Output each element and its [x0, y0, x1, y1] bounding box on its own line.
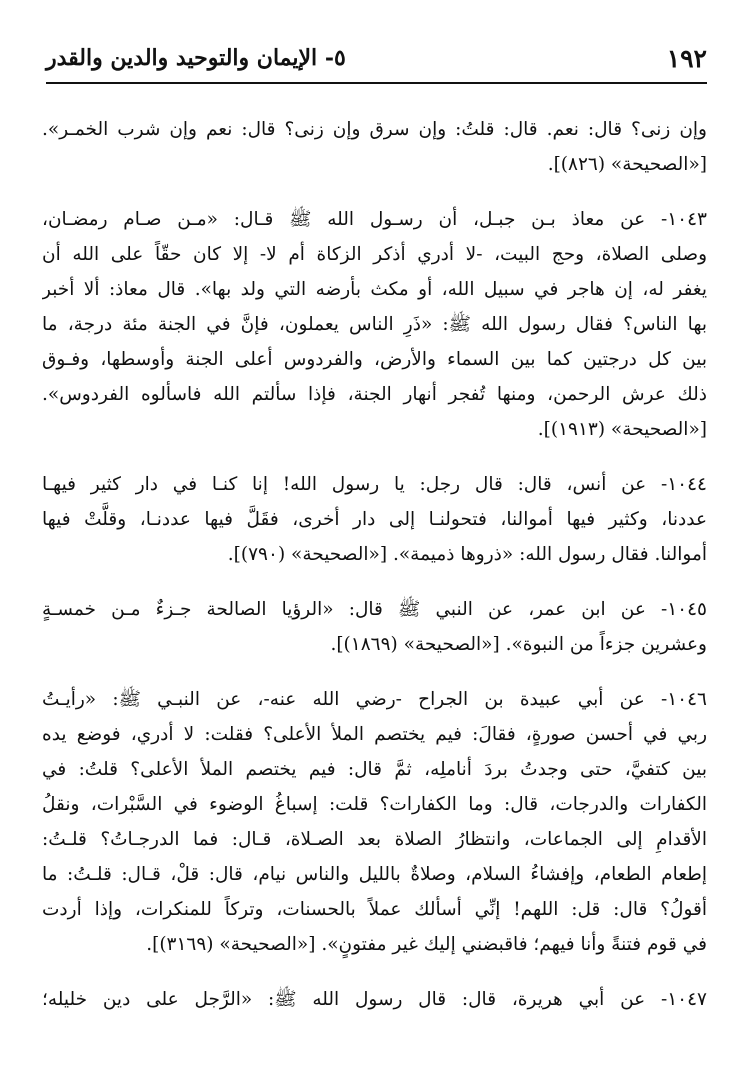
page-body: [42, 112, 707, 1037]
hadith-1045: [42, 592, 707, 662]
page-number: ١٩٢: [666, 43, 707, 73]
text-line: بها الناس؟ فقال رسول الله ﷺ: «ذَرِ الناس يعملون، فإنَّ في الجنة مئة درجة، ما: [42, 314, 707, 335]
text-line: أقولُ؟ قال: قل: اللهم! إنِّي أسألك عملاً بالحسنات، وتركاً للمنكرات، وإذا أردت: [42, 899, 707, 920]
paragraph-continuation: [42, 112, 707, 182]
hadith-1047: [42, 982, 707, 1017]
hadith-1043: [42, 202, 707, 447]
text-line: ١٠٤٤- عن أنس، قال: قال رجل: يا رسول الله! إنا كنـا في دار كثير فيهـا: [42, 474, 707, 495]
text-line: [«الصحيحة» (٨٢٦)].: [547, 154, 707, 175]
text-line: وإن زنى؟ قال: نعم. قال: قلتُ: وإن سرق وإن زنى؟ قال: نعم وإن شرب الخمـر».: [42, 119, 707, 140]
text-line: بين كل درجتين كما بين السماء والأرض، والفردوس أعلى الجنة وأوسطها، وفـوق: [42, 349, 707, 370]
page-header: [46, 34, 707, 84]
text-line: إطعام الطعام، وإفشاءُ السلام، وصلاةٌ بالليل والناس نيام، قال: قلْ، قـال: قلـتُ: ما: [42, 864, 707, 885]
text-line: الأقدامِ إلى الجماعات، وانتظارُ الصلاة بعد الصـلاة، قـال: فما الدرجـاتُ؟ قلـتُ:: [42, 829, 707, 850]
chapter-title: ٥- الإيمان والتوحيد والدين والقدر: [46, 45, 346, 71]
text-line: في قوم فتنةً وأنا فيهم؛ فاقبضني إليك غير مفتونٍ». [«الصحيحة» (٣١٦٩)].: [146, 934, 707, 955]
hadith-1046: [42, 682, 707, 962]
text-line: ذلك عرش الرحمن، ومنها تُفجر أنهار الجنة، فإذا سألتم الله فاسألوه الفردوس».: [42, 384, 707, 405]
text-line: الكفارات والدرجات، قال: وما الكفارات؟ قلت: إسباغُ الوضوء في السَّبْرات، ونقلُ: [42, 794, 707, 815]
hadith-1044: [42, 467, 707, 572]
text-line: عددنا، وكثير فيها أموالنا، فتحولنـا إلى دار أخرى، فقَلَّ فيها عددنـا، وقلَّتْ فيها: [42, 509, 707, 530]
text-line: يغفر له، إن هاجر في سبيل الله، أو مكث بأرضه التي ولد بها». قال معاذ: ألا أخبر: [42, 279, 707, 300]
text-line: أموالنا. فقال رسول الله: «ذروها ذميمة». [«الصحيحة» (٧٩٠)].: [227, 544, 707, 565]
text-line: ١٠٤٥- عن ابن عمر، عن النبي ﷺ قال: «الرؤيا الصالحة جـزءٌ مـن خمسـةٍ: [42, 599, 707, 620]
text-line: ١٠٤٧- عن أبي هريرة، قال: قال رسول الله ﷺ: «الرَّجل على دين خليله؛: [42, 989, 707, 1010]
text-line: ١٠٤٣- عن معاذ بـن جبـل، أن رسـول الله ﷺ قـال: «مـن صـام رمضـان،: [42, 209, 707, 230]
text-line: بين كتفيَّ، حتى وجدتُ بردَ أناملِه، ثمَّ قال: فيم يختصم الملأ الأعلى؟ قلتُ: في: [42, 759, 707, 780]
text-line: وعشرين جزءاً من النبوة». [«الصحيحة» (١٨٦٩)].: [330, 634, 707, 655]
text-line: ربي في أحسن صورةٍ، فقالَ: فيم يختصم الملأ الأعلى؟ فقلت: لا أدري، فوضع يده: [42, 724, 707, 745]
text-line: [«الصحيحة» (١٩١٣)].: [537, 419, 707, 440]
text-line: وصلى الصلاة، وحج البيت، -لا أدري أذكر الزكاة أم لا- إلا كان حقّاً على الله أن: [42, 244, 707, 265]
text-line: ١٠٤٦- عن أبي عبيدة بن الجراح -رضي الله عنه-، عن النبـي ﷺ: «رأيـتُ: [42, 689, 707, 710]
